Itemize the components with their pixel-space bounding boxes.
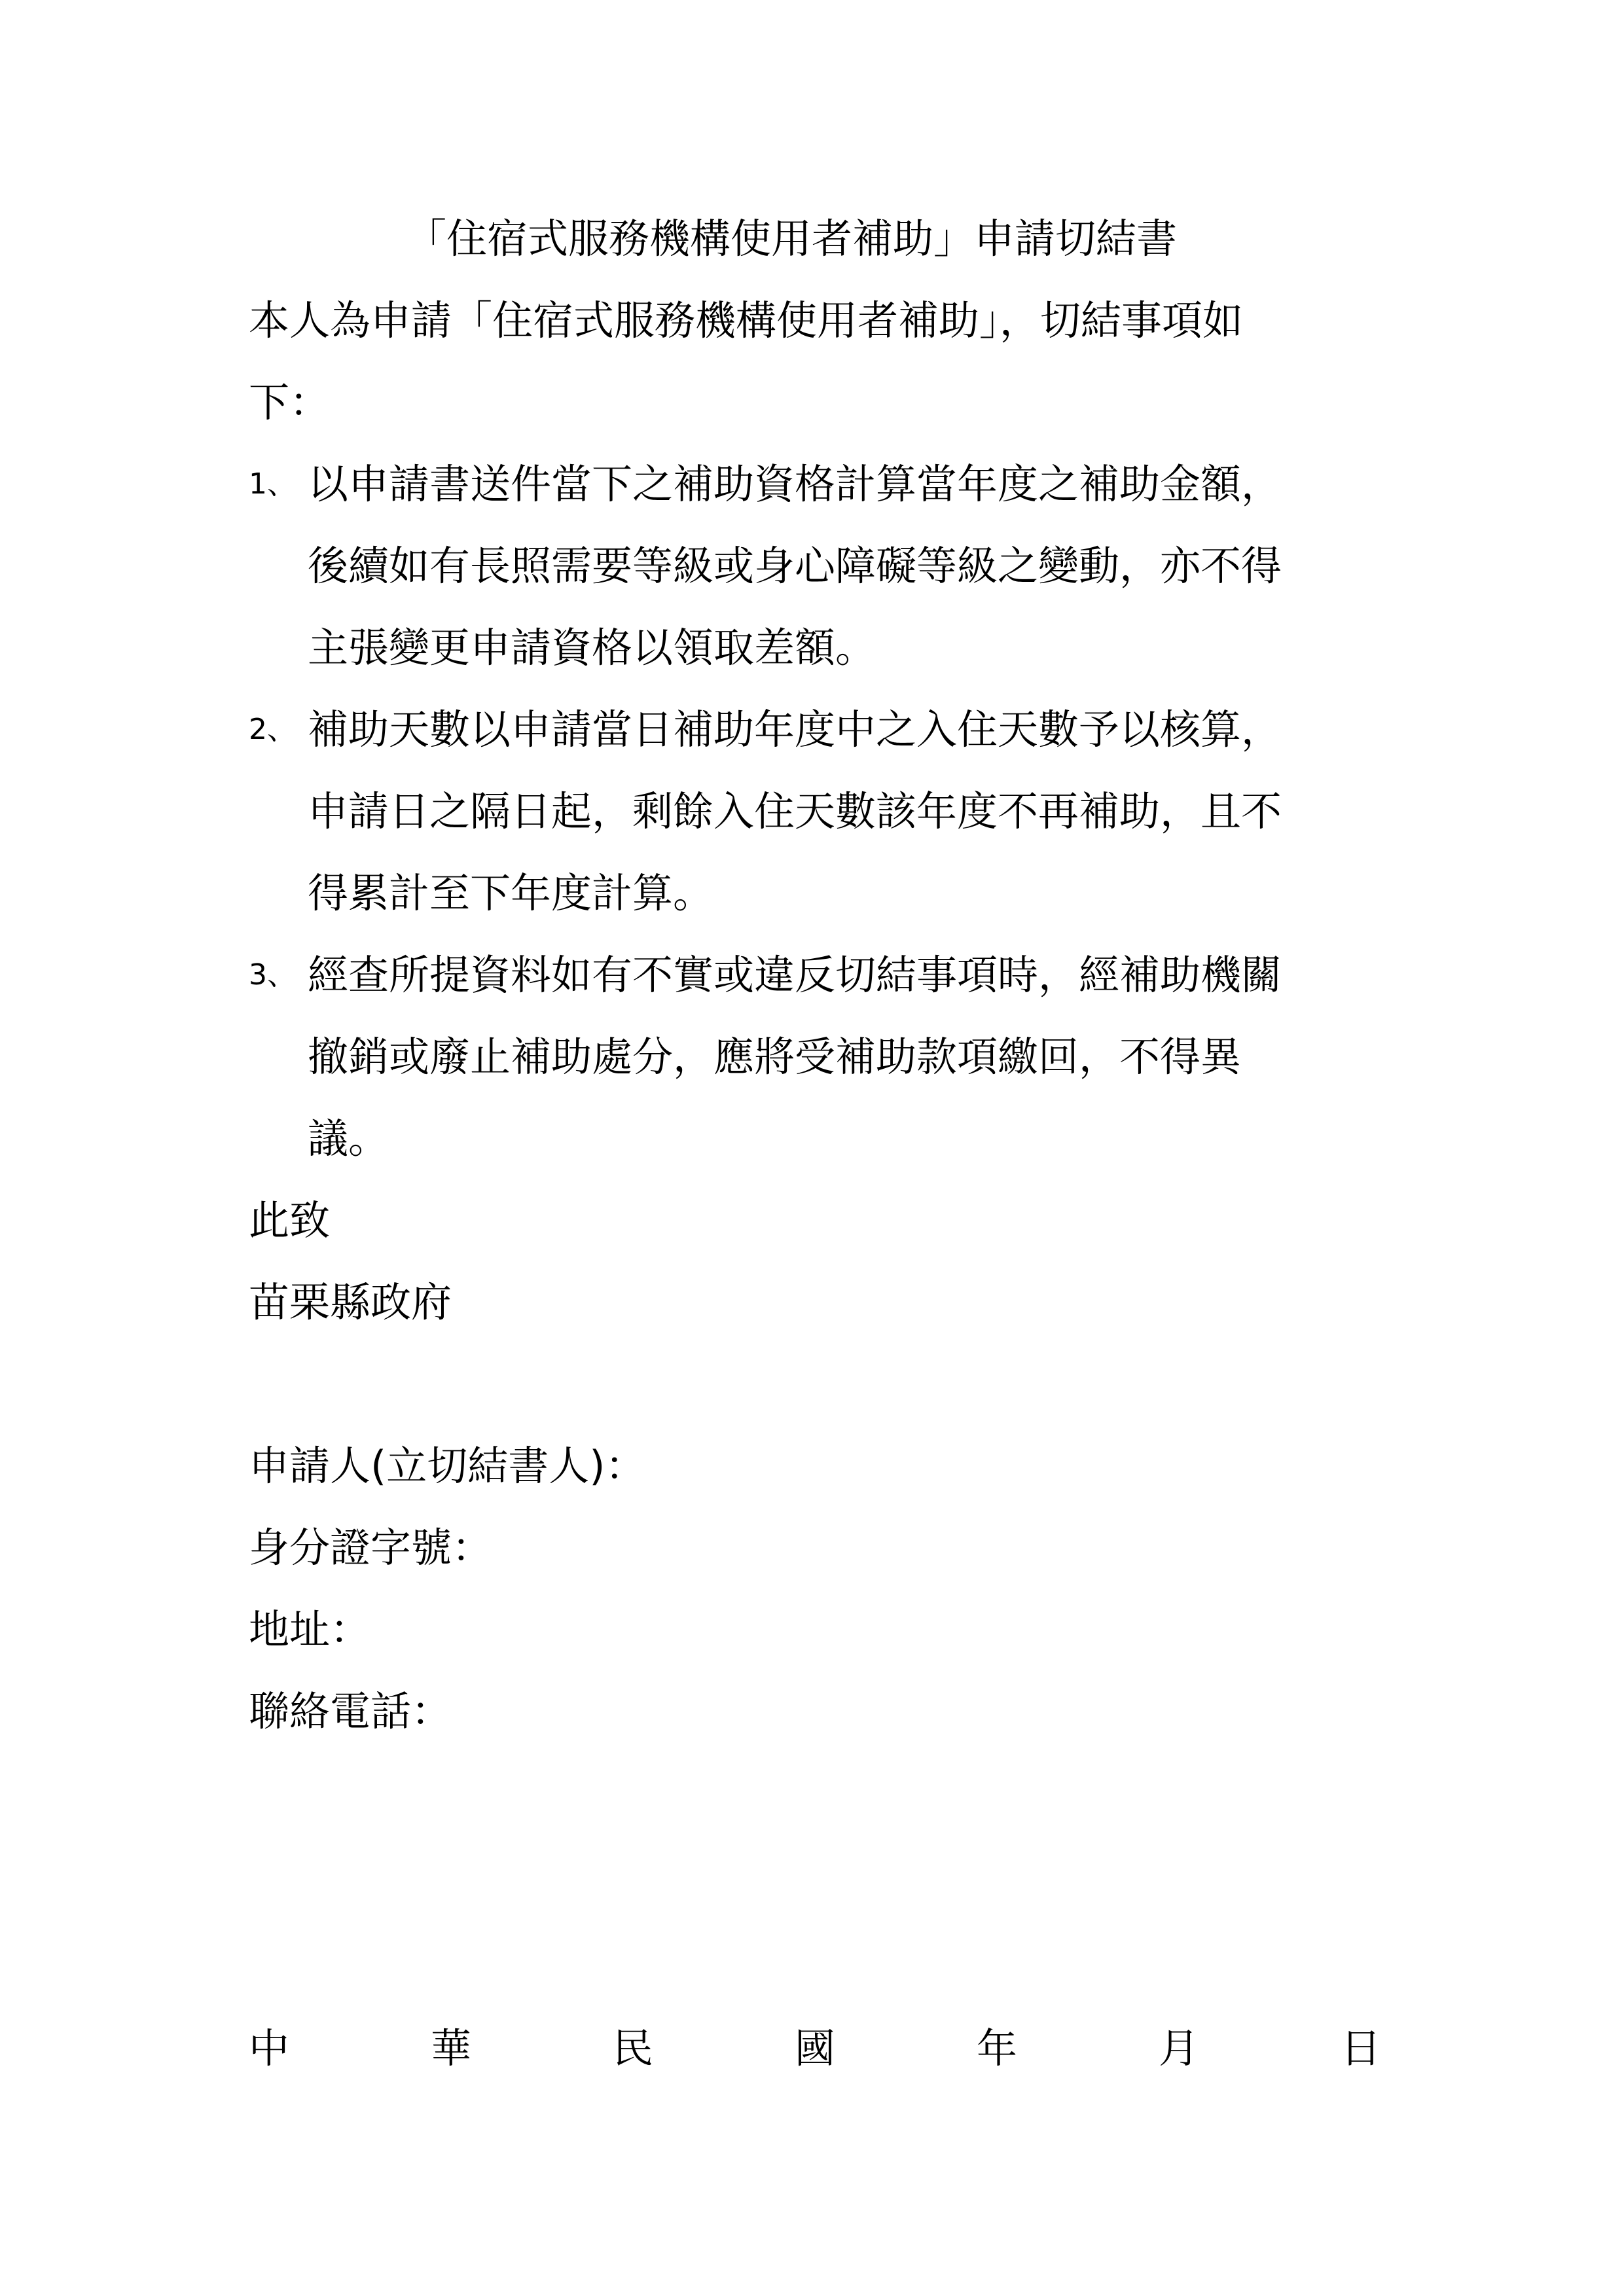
- item-2-number: 2、: [249, 713, 296, 746]
- date-char-day: 日: [1341, 2024, 1382, 2072]
- item-1-line-2: 後續如有長照需要等級或身心障礙等級之變動，亦不得: [308, 542, 1282, 590]
- closing-recipient: 苗栗縣政府: [249, 1278, 452, 1326]
- item-3-line-1: 經查所提資料如有不實或違反切結事項時，經補助機關: [308, 951, 1282, 999]
- date-char-month: 月: [1159, 2024, 1200, 2072]
- date-char-min: 民: [613, 2024, 654, 2072]
- item-2-line-2: 申請日之隔日起，剩餘入住天數該年度不再補助，且不: [308, 787, 1282, 835]
- applicant-name-label: 申請人(立切結書人)：: [249, 1442, 646, 1490]
- item-1-number: 1、: [249, 467, 296, 501]
- document-title: 「住宿式服務機構使用者補助」申請切結書: [406, 215, 1178, 262]
- item-1-line-1: 以申請書送件當下之補助資格計算當年度之補助金額，: [308, 460, 1282, 508]
- closing-salutation: 此致: [249, 1196, 331, 1244]
- date-char-hua: 華: [431, 2024, 472, 2072]
- date-char-year: 年: [977, 2024, 1018, 2072]
- item-3-line-2: 撤銷或廢止補助處分，應將受補助款項繳回，不得異: [308, 1033, 1242, 1081]
- item-3-number: 3、: [249, 958, 296, 992]
- address-label: 地址：: [249, 1605, 371, 1653]
- intro-line-1: 本人為申請「住宿式服務機構使用者補助」，切結事項如: [249, 296, 1244, 344]
- item-2-line-3: 得累計至下年度計算。: [308, 869, 714, 917]
- intro-line-2: 下：: [249, 378, 331, 426]
- date-char-guo: 國: [795, 2024, 836, 2072]
- item-2-line-1: 補助天數以申請當日補助年度中之入住天數予以核算，: [308, 706, 1282, 753]
- item-1-line-3: 主張變更申請資格以領取差額。: [308, 624, 876, 672]
- item-3-line-3: 議。: [308, 1115, 389, 1162]
- date-row: [249, 2022, 1388, 2075]
- id-number-label: 身分證字號：: [249, 1524, 493, 1571]
- date-char-zhong: 中: [249, 2024, 290, 2072]
- phone-label: 聯絡電話：: [249, 1687, 452, 1735]
